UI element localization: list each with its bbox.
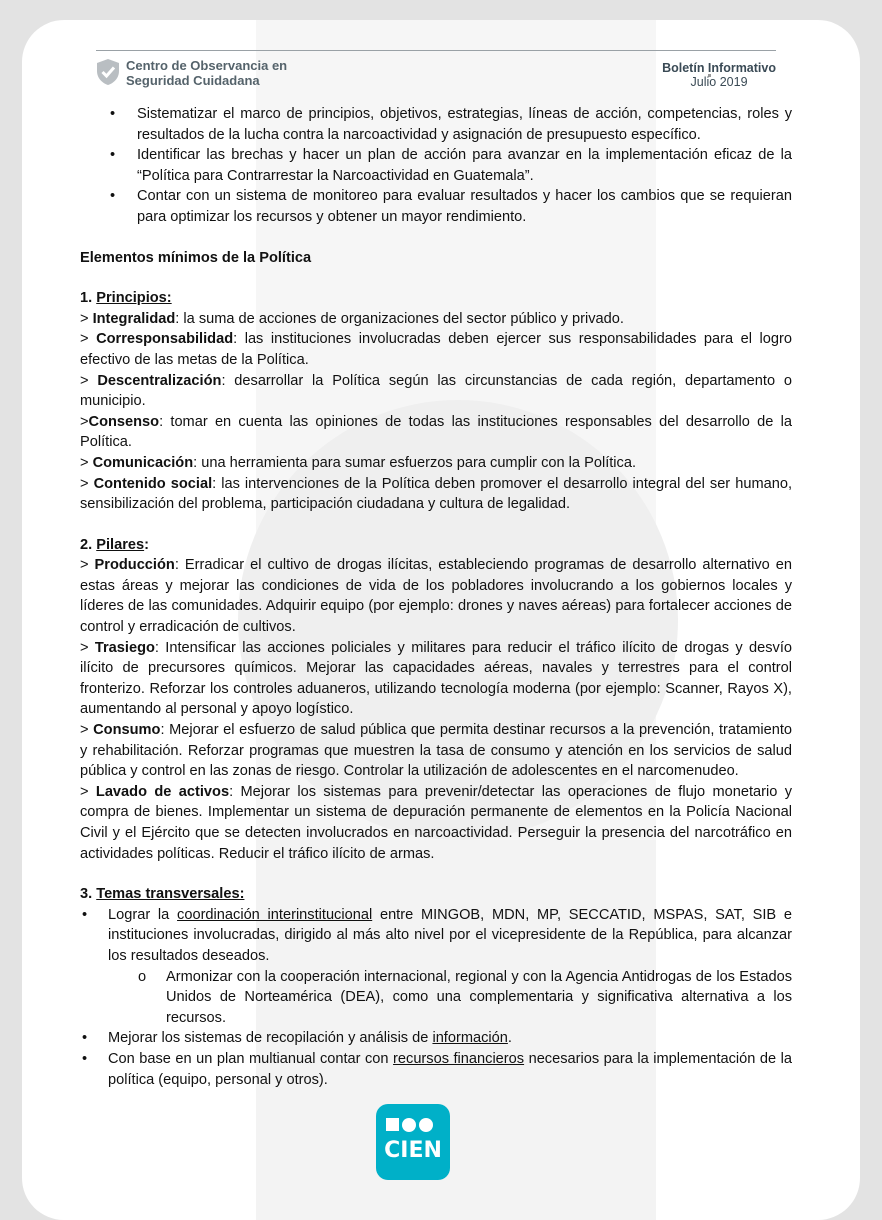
intro-bullet: • Contar con un sistema de monitoreo para evaluar resultados y hacer los cambios que se requieran para optimizar los recursos y obtener un mayor rendimiento. <box>80 186 792 227</box>
item-term: Trasiego <box>94 639 155 656</box>
item-prefix: > <box>80 783 96 800</box>
item-prefix: > <box>80 372 98 389</box>
principio-item <box>80 329 792 370</box>
principio-item <box>80 412 792 453</box>
pilares-title <box>80 535 792 556</box>
item-prefix: > <box>80 454 93 471</box>
item-text: : las intervenciones de la Política deben promover el desarrollo integral del ser humano, sensibilización del problema, participación ciudadana y cultura de legalidad. <box>80 475 793 513</box>
section-heading: Elementos mínimos de la Política <box>80 249 312 266</box>
logo-circle-mark <box>402 1118 416 1132</box>
page-header <box>96 50 776 96</box>
item-term: Lavado de activos <box>95 783 230 800</box>
org-name-line1: Centro de Observancia en <box>126 58 288 73</box>
principio-item <box>80 453 792 474</box>
item-prefix: > <box>80 331 97 348</box>
org-name <box>126 58 287 88</box>
item-prefix: > <box>80 310 93 327</box>
temas-bullet-list <box>80 905 792 1090</box>
section-number: 1. <box>80 290 97 307</box>
org-name-line2: Seguridad Cuidadana <box>126 73 260 88</box>
bullet-text: necesarios para la implementación de la política (equipo, personal y otros). <box>108 1050 792 1088</box>
pilares-list <box>80 555 792 864</box>
logo-circle-mark <box>419 1118 433 1132</box>
pilar-item <box>80 555 792 637</box>
item-prefix: > <box>80 722 94 739</box>
item-term: Consumo <box>93 722 161 739</box>
bulletin-title: Boletín Informativo <box>662 61 776 75</box>
principio-item <box>80 309 792 330</box>
item-text: : tomar en cuenta las opiniones de todas las instituciones responsables del desarrollo de la Política. <box>80 413 792 451</box>
document-page <box>22 20 860 1220</box>
principio-item <box>80 474 792 515</box>
logo-text: CIEN <box>384 1138 442 1163</box>
section-number: 2. <box>80 536 97 553</box>
temas-title-text: Temas transversales: <box>96 886 245 903</box>
item-term: Consenso <box>88 413 160 430</box>
temas-bullet <box>80 1028 792 1049</box>
shield-check-icon <box>96 58 120 86</box>
item-prefix: > <box>80 413 89 430</box>
temas-bullet <box>80 905 792 967</box>
cien-logo <box>376 1104 450 1180</box>
item-text: : las instituciones involucradas deben ejercer sus responsabilidades para el logro efectivo de las metas de la Política. <box>80 331 792 368</box>
item-term: Corresponsabilidad <box>96 331 234 348</box>
bulletin-date: Julio 2019 <box>690 75 748 89</box>
pilar-item <box>80 720 792 782</box>
principios-title <box>80 288 792 309</box>
item-term: Comunicación <box>92 454 194 471</box>
item-prefix: > <box>80 475 94 492</box>
underlined-term: coordinación interinstitucional <box>177 906 373 923</box>
logo-square-mark <box>386 1118 399 1131</box>
bullet-text: Con base en un plan multianual contar con <box>108 1050 394 1067</box>
intro-bullet: • Identificar las brechas y hacer un plan de acción para avanzar en la implementación eficaz de la “Política para Contrarrestar la Narcoactividad en Guatemala”. <box>80 145 792 186</box>
section-number: 3. <box>80 886 97 903</box>
principios-list <box>80 309 792 515</box>
bullet-text: Mejorar los sistemas de recopilación y análisis de <box>108 1030 433 1047</box>
bulletin-info <box>662 61 776 89</box>
temas-title <box>80 884 792 905</box>
item-text: : Mejorar el esfuerzo de salud pública que permita destinar recursos a la prevención, tratamiento y rehabilitación. Reforzar programas que muestren la tasa de consumo y atención en los servicios de salud pública y control en las zonas de riesgo. Controlar la utilización de adolescentes en el narcomenudeo. <box>80 722 793 780</box>
item-text: : una herramienta para sumar esfuerzos para cumplir con la Política. <box>193 454 637 471</box>
item-text: : desarrollar la Política según las circunstancias de cada región, departamento o municipio. <box>80 372 793 410</box>
intro-bullet: • Sistematizar el marco de principios, objetivos, estrategias, líneas de acción, competencias, roles y resultados de la lucha contra la narcoactividad y asignación de presupuesto específico. <box>80 104 792 145</box>
item-prefix: > <box>80 557 95 574</box>
item-term: Descentralización <box>97 372 222 389</box>
intro-bullet-list <box>80 104 792 228</box>
header-rule <box>96 50 776 51</box>
item-text: : la suma de acciones de organizaciones del sector público y privado. <box>175 310 624 327</box>
principio-item <box>80 371 792 412</box>
item-text: : Mejorar los sistemas para prevenir/detectar las operaciones de flujo monetario y compra de bienes. Implementar un sistema de depuración permanente de elementos en la Policía Nacional Civil y el Ejército que se detecten involucrados en narcoactividad. Perseguir la presencia del narcotráfico en actividades políticas. Reducir el tráfico ilícito de armas. <box>80 783 793 862</box>
pilar-item <box>80 782 792 864</box>
pilar-item <box>80 638 792 720</box>
item-prefix: > <box>80 639 95 656</box>
item-text: : Intensificar las acciones policiales y militares para reducir el tráfico ilícito de drogas y desvío ilícito de precursores químicos. Mejorar las capacidades aéreas, navales y terrestres para el control fronterizo. Reforzar los controles aduaneros, utilizando tecnología moderna (por ejemplo: Scanner, Rayos X), aumentando al personal y apoyo logístico. <box>80 639 792 718</box>
item-term: Contenido social <box>93 475 213 492</box>
temas-bullet <box>80 1049 792 1090</box>
item-term: Producción <box>94 557 175 574</box>
bullet-text: . <box>507 1030 512 1047</box>
bullet-text: Lograr la <box>108 906 178 923</box>
bullet-text: entre MINGOB, MDN, MP, SECCATID, MSPAS, SAT, SIB e instituciones involucradas, dirigido al más alto nivel por el vicepresidente de la República, para alcanzar los resultados deseados. <box>108 906 793 964</box>
item-term: Integralidad <box>92 310 176 327</box>
item-text: : Erradicar el cultivo de drogas ilícitas, estableciendo programas de desarrollo alternativo en estas áreas y mejorar las condiciones de vida de los pobladores involucrando a los gobiernos locales y líderes de las comunidades. Adquirir equipo (por ejemplo: drones y naves aéreas) para fortalecer acciones de control y erradicación de cultivos. <box>80 557 792 636</box>
underlined-term: recursos financieros <box>393 1050 525 1067</box>
pilares-title-text: Pilares <box>96 536 145 553</box>
pilares-colon: : <box>144 536 149 553</box>
underlined-term: información <box>432 1030 508 1047</box>
document-body <box>80 104 792 1090</box>
temas-sub-bullet: o Armonizar con la cooperación internacional, regional y con la Agencia Antidrogas de los Estados Unidos de Norteamérica (DEA), como una complementaria y significativa alternativa a los recursos. <box>80 967 792 1029</box>
principios-title-text: Principios: <box>96 290 172 307</box>
